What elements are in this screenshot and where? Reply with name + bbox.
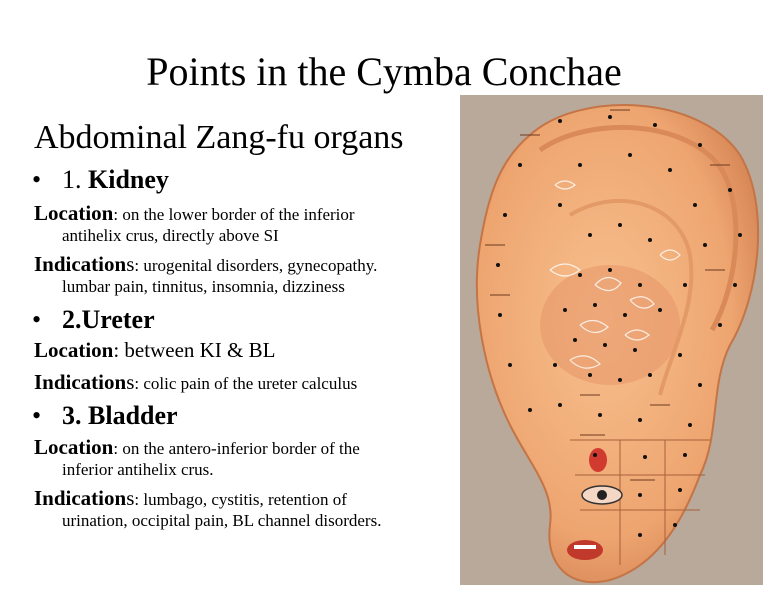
indications-label: Indication: [34, 252, 127, 276]
slide-title: Points in the Cymba Conchae: [146, 49, 622, 94]
bladder-location: [34, 437, 464, 480]
bullet-ureter: [32, 304, 155, 336]
location-text: : on the antero-inferior border of the: [113, 439, 360, 458]
bullet-kidney: [32, 164, 169, 196]
indications-text: : colic pain of the ureter calculus: [134, 374, 358, 393]
bullet-dot-icon: •: [32, 165, 42, 194]
ureter-indications: Indications: colic pain of the ureter calculus: [34, 370, 358, 394]
ureter-location: [34, 340, 464, 362]
mouth-drawing: [567, 540, 603, 560]
indications-text: : urogenital disorders, gynecopathy.: [134, 256, 378, 275]
bullet-number: 1.: [62, 165, 88, 194]
location-label: Location: [34, 338, 114, 362]
location-label: Location: [34, 201, 114, 225]
ear-acupuncture-chart: [460, 95, 763, 585]
location-label: Location: [34, 435, 114, 459]
bullet-dot-icon: •: [32, 401, 42, 430]
location-text: : between KI & BL: [113, 338, 276, 362]
indications-text-cont: urination, occipital pain, BL channel disorders.: [62, 511, 382, 530]
indications-label: Indication: [34, 486, 127, 510]
slide-subtitle: Abdominal Zang-fu organs: [34, 119, 404, 156]
indications-label: Indication: [34, 370, 127, 394]
kidney-indications: Indications: urogenital disorders, gynecopathy. lumbar pain, tinnitus, insomnia, dizziness: [34, 254, 464, 297]
bladder-indications: Indications: lumbago, cystitis, retention of urination, occipital pain, BL channel disorders.: [34, 488, 464, 531]
location-text: : on the lower border of the inferior: [113, 205, 355, 224]
location-text-cont: inferior antihelix crus.: [62, 460, 214, 479]
location-text-cont: antihelix crus, directly above SI: [62, 226, 279, 245]
bullet-title: 2.Ureter: [62, 305, 155, 334]
bullet-title: Kidney: [88, 165, 169, 194]
indications-text: : lumbago, cystitis, retention of: [134, 490, 347, 509]
bullet-bladder: [32, 400, 178, 432]
indications-text-cont: lumbar pain, tinnitus, insomnia, dizziness: [62, 277, 345, 296]
kidney-location: [34, 203, 464, 246]
concha-region: [540, 265, 680, 385]
ear-acupuncture-chart-photo: [460, 95, 763, 585]
bullet-title: 3. Bladder: [62, 401, 178, 430]
bullet-dot-icon: •: [32, 305, 42, 334]
